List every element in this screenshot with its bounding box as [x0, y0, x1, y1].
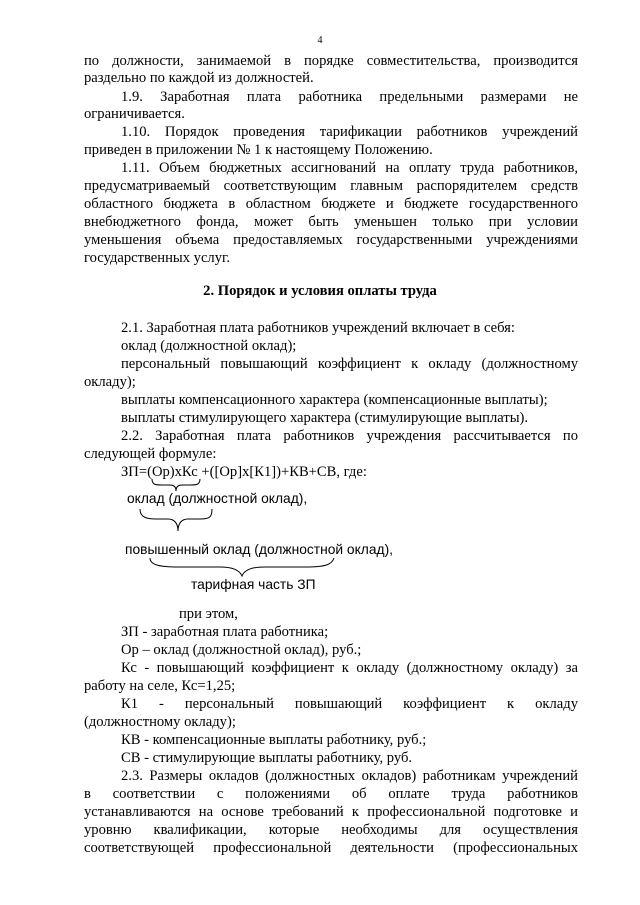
text-line: СВ - стимулирующие выплаты работнику, руб.	[121, 750, 413, 766]
text-line: уменьшения объема предоставляемых государственными учреждениями	[84, 232, 578, 248]
formula-annotation: оклад (должностной оклад),	[127, 491, 308, 506]
brace-large	[150, 558, 334, 576]
text-line: ограничивается.	[84, 106, 185, 122]
text-line: предусматриваемый соответствующим главным распорядителем средств	[84, 178, 578, 194]
text-line: Ор – оклад (должностной оклад), руб.;	[121, 642, 362, 658]
text-line: 2.2. Заработная плата работников учреждения рассчитывается по	[121, 428, 578, 444]
section-heading: 2. Порядок и условия оплаты труда	[203, 283, 437, 299]
page-number: 4	[317, 35, 323, 46]
text-line: работу на селе, Кс=1,25;	[84, 678, 236, 694]
text-line: выплаты компенсационного характера (компенсационные выплаты);	[121, 392, 548, 408]
text-line: государственных услуг.	[84, 250, 230, 266]
formula-annotation: повышенный оклад (должностной оклад),	[125, 542, 394, 557]
text-line: внебюджетного фонда, может быть уменьшен только при условии	[84, 214, 578, 230]
text-line: оклад (должностной оклад);	[121, 338, 297, 354]
text-line: в соответствии с положениями об оплате труда работников	[84, 786, 578, 802]
text-line: 2.3. Размеры окладов (должностных окладов) работникам учреждений	[121, 768, 578, 784]
text-line: соответствующей профессиональной деятельности (профессиональных	[84, 840, 578, 856]
formula-annotation: тарифная часть ЗП	[191, 577, 316, 592]
text-line: К1 - персональный повышающий коэффициент к окладу	[121, 696, 578, 712]
text-line: 1.11. Объем бюджетных ассигнований на оплату труда работников,	[121, 160, 578, 176]
text-line: окладу);	[84, 374, 136, 390]
text-line: ЗП - заработная плата работника;	[121, 624, 329, 640]
brace-medium	[140, 509, 212, 531]
text-line: областного бюджета в областном бюджете и бюджете государственного	[84, 196, 578, 212]
text-line: 1.10. Порядок проведения тарификации работников учреждений	[121, 124, 578, 140]
text-line: устанавливаются на основе требований к профессиональной подготовке и	[84, 804, 578, 820]
text-line: 2.1. Заработная плата работников учреждений включает в себя:	[121, 320, 515, 336]
text-line: при этом,	[179, 606, 238, 622]
text-line: Кс - повышающий коэффициент к окладу (должностному окладу) за	[121, 660, 578, 676]
text-line: приведен в приложении № 1 к настоящему Положению.	[84, 142, 433, 158]
text-line: следующей формуле:	[84, 446, 217, 462]
text-line: (должностному окладу);	[84, 714, 236, 730]
text-line: уровню квалификации, которые необходимы для осуществления	[84, 822, 578, 838]
text-line: раздельно по каждой из должностей.	[84, 70, 314, 86]
text-line: 1.9. Заработная плата работника предельными размерами не	[121, 89, 578, 105]
text-line: КВ - компенсационные выплаты работнику, руб.;	[121, 732, 427, 748]
formula-line: ЗП=(Ор)хКс +([Ор]х[К1])+КВ+СВ, где:	[121, 464, 367, 480]
text-line: по должности, занимаемой в порядке совместительства, производится	[84, 53, 578, 69]
text-line: выплаты стимулирующего характера (стимулирующие выплаты).	[121, 410, 529, 426]
text-line: персональный повышающий коэффициент к окладу (должностному	[121, 356, 578, 372]
